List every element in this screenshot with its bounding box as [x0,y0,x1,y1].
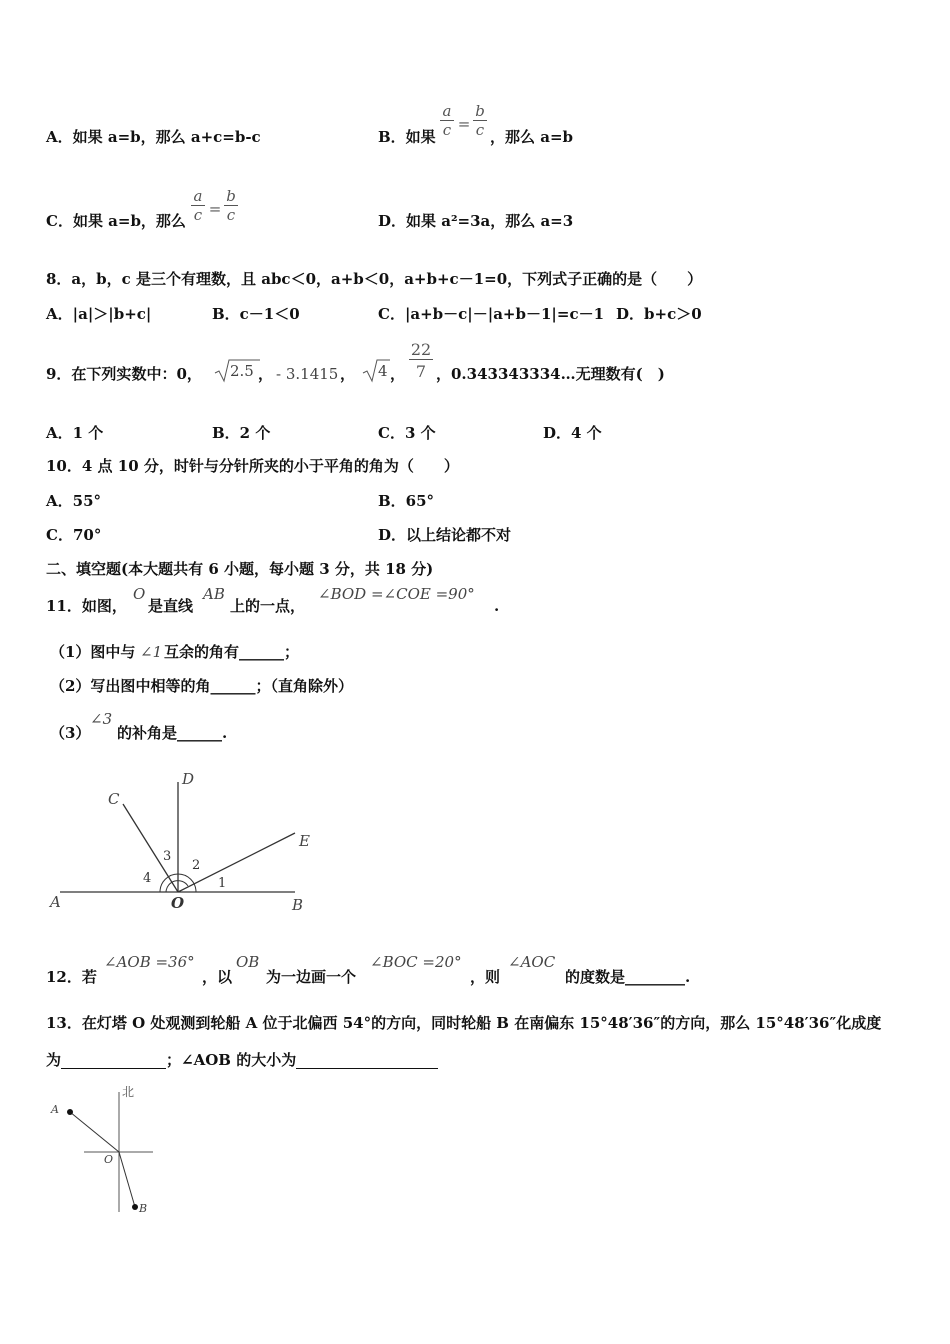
q7-option-c-prefix: C．如果 a=b，那么 [46,212,186,230]
numerator: a [193,187,203,205]
denominator: c [440,120,454,139]
q11-stem-mid: 是直线 [148,597,194,615]
q12-stem-mid1: ，以 [202,968,233,986]
q9-stem-suffix: ，0.343343334…无理数有( ) [436,365,665,383]
q13-stem-line2 [46,1051,438,1069]
q10-stem: 10．4 点 10 分，时针与分针所夹的小于平角的角为（ ） [46,457,459,475]
q11-point-o: O [133,585,146,603]
q12-stem-suffix: 的度数是________. [565,968,691,986]
q7-option-a: A．如果 a=b，那么 a+c=b-c [46,128,261,146]
q9-stem-prefix: 9．在下列实数中：0， [46,365,202,383]
ship-a-point [67,1109,73,1115]
q9-option-d: D．4 个 [543,424,602,442]
denominator: 7 [409,359,433,381]
label-a: A [51,1103,59,1116]
label-d: D [182,770,195,788]
q8-stem: 8．a，b，c 是三个有理数，且 abc＜0，a+b＜0，a+b+c－1=0，下列式子正确的是（ ） [46,270,703,288]
angle-1-label: 1 [218,876,227,891]
q10-option-d: D．以上结论都不对 [378,526,512,544]
q10-option-c: C．70° [46,526,102,544]
q11-angle-expression: ∠BOD =∠COE =90° [318,585,475,603]
q12-stem-mid3: ，则 [470,968,501,986]
equals-sign: = [457,115,471,133]
section-heading-fill-in: 二、填空题(本大题共有 6 小题，每小题 3 分，共 18 分) [46,560,434,578]
q12-expression-aob: ∠AOB =36° [104,953,195,971]
q11-stem-mid2: 上的一点， [230,597,306,615]
q11-stem-prefix: 11．如图， [46,597,127,615]
label-b: B [292,896,304,914]
q11-part3-angle: ∠3 [90,710,113,728]
q9-option-a: A．1 个 [46,424,104,442]
q8-option-b: B．c－1＜0 [212,305,300,323]
fraction-b-over-c [224,187,238,224]
label-c: C [108,790,120,808]
q11-part3-prefix: （3） [50,724,91,742]
q8-option-d: D．b+c＞0 [616,305,702,323]
equals-sign: = [208,200,222,218]
q7-option-b-suffix: ，那么 a=b [490,128,573,146]
numerator: b [475,102,485,120]
ray-oa [70,1112,119,1152]
numerator: 22 [410,340,432,359]
q9-fraction-22-over-7 [409,340,433,381]
label-o: O [171,894,185,912]
q9-negative-number: - 3.1415 [276,365,339,383]
q12-angle-aoc: ∠AOC [508,953,556,971]
q10-option-b: B．65° [378,492,435,510]
q7-option-b-prefix: B．如果 [378,128,436,146]
ray-ob [119,1152,135,1207]
angle-2-label: 2 [192,858,201,873]
q9-option-c: C．3 个 [378,424,436,442]
q12-expression-boc: ∠BOC =20° [370,953,462,971]
q8-option-a: A．|a|＞|b+c| [46,305,152,323]
q13-line2-prefix: 为 [46,1051,62,1069]
q12-ray-ob: OB [236,953,260,971]
q7-option-d: D．如果 a²=3a，那么 a=3 [378,212,574,230]
denominator: c [224,205,238,224]
separator: ， [390,365,406,383]
denominator: c [191,205,205,224]
q12-stem-prefix: 12．若 [46,968,97,986]
answer-blank[interactable] [61,1054,166,1069]
q11-part1-angle: ∠1 [140,643,163,661]
q13-stem-line1: 13．在灯塔 O 处观测到轮船 A 位于北偏西 54°的方向，同时轮船 B 在南偏东 15°48′36″的方向，那么 15°48′36″化成度 [46,1014,882,1032]
denominator: c [473,120,487,139]
q13-direction-figure [40,1080,170,1220]
label-a: A [50,893,61,911]
separator: ， [258,365,274,383]
label-b: B [139,1202,148,1215]
q13-line2-mid: ；∠AOB 的大小为 [166,1051,297,1069]
label-o: O [104,1153,114,1166]
q10-option-a: A．55° [46,492,102,510]
fraction-a-over-c [191,187,205,224]
q11-part2: （2）写出图中相等的角______；（直角除外） [50,677,353,695]
q11-stem-end: . [494,597,500,615]
answer-blank[interactable] [296,1054,438,1069]
q11-part3-suffix: 的补角是______. [117,724,228,742]
radicand: 2.5 [230,362,254,380]
q11-part1-prefix: （1）图中与 [50,643,136,661]
angle-3-label: 3 [163,849,172,864]
q11-geometry-figure [40,760,330,920]
q12-stem-mid2: 为一边画一个 [266,968,357,986]
numerator: b [226,187,236,205]
q11-line-ab: AB [203,585,225,603]
separator: ， [340,365,356,383]
numerator: a [442,102,452,120]
ship-b-point [132,1204,138,1210]
fraction-b-over-c [473,102,487,139]
radicand: 4 [378,362,388,380]
north-label: 北 [122,1085,135,1099]
angle-4-label: 4 [143,871,152,886]
q11-part1-suffix: 互余的角有______； [164,643,300,661]
label-e: E [299,832,310,850]
q9-option-b: B．2 个 [212,424,271,442]
fraction-a-over-c [440,102,454,139]
q8-option-c: C．|a+b－c|－|a+b－1|=c－1 [378,305,605,323]
